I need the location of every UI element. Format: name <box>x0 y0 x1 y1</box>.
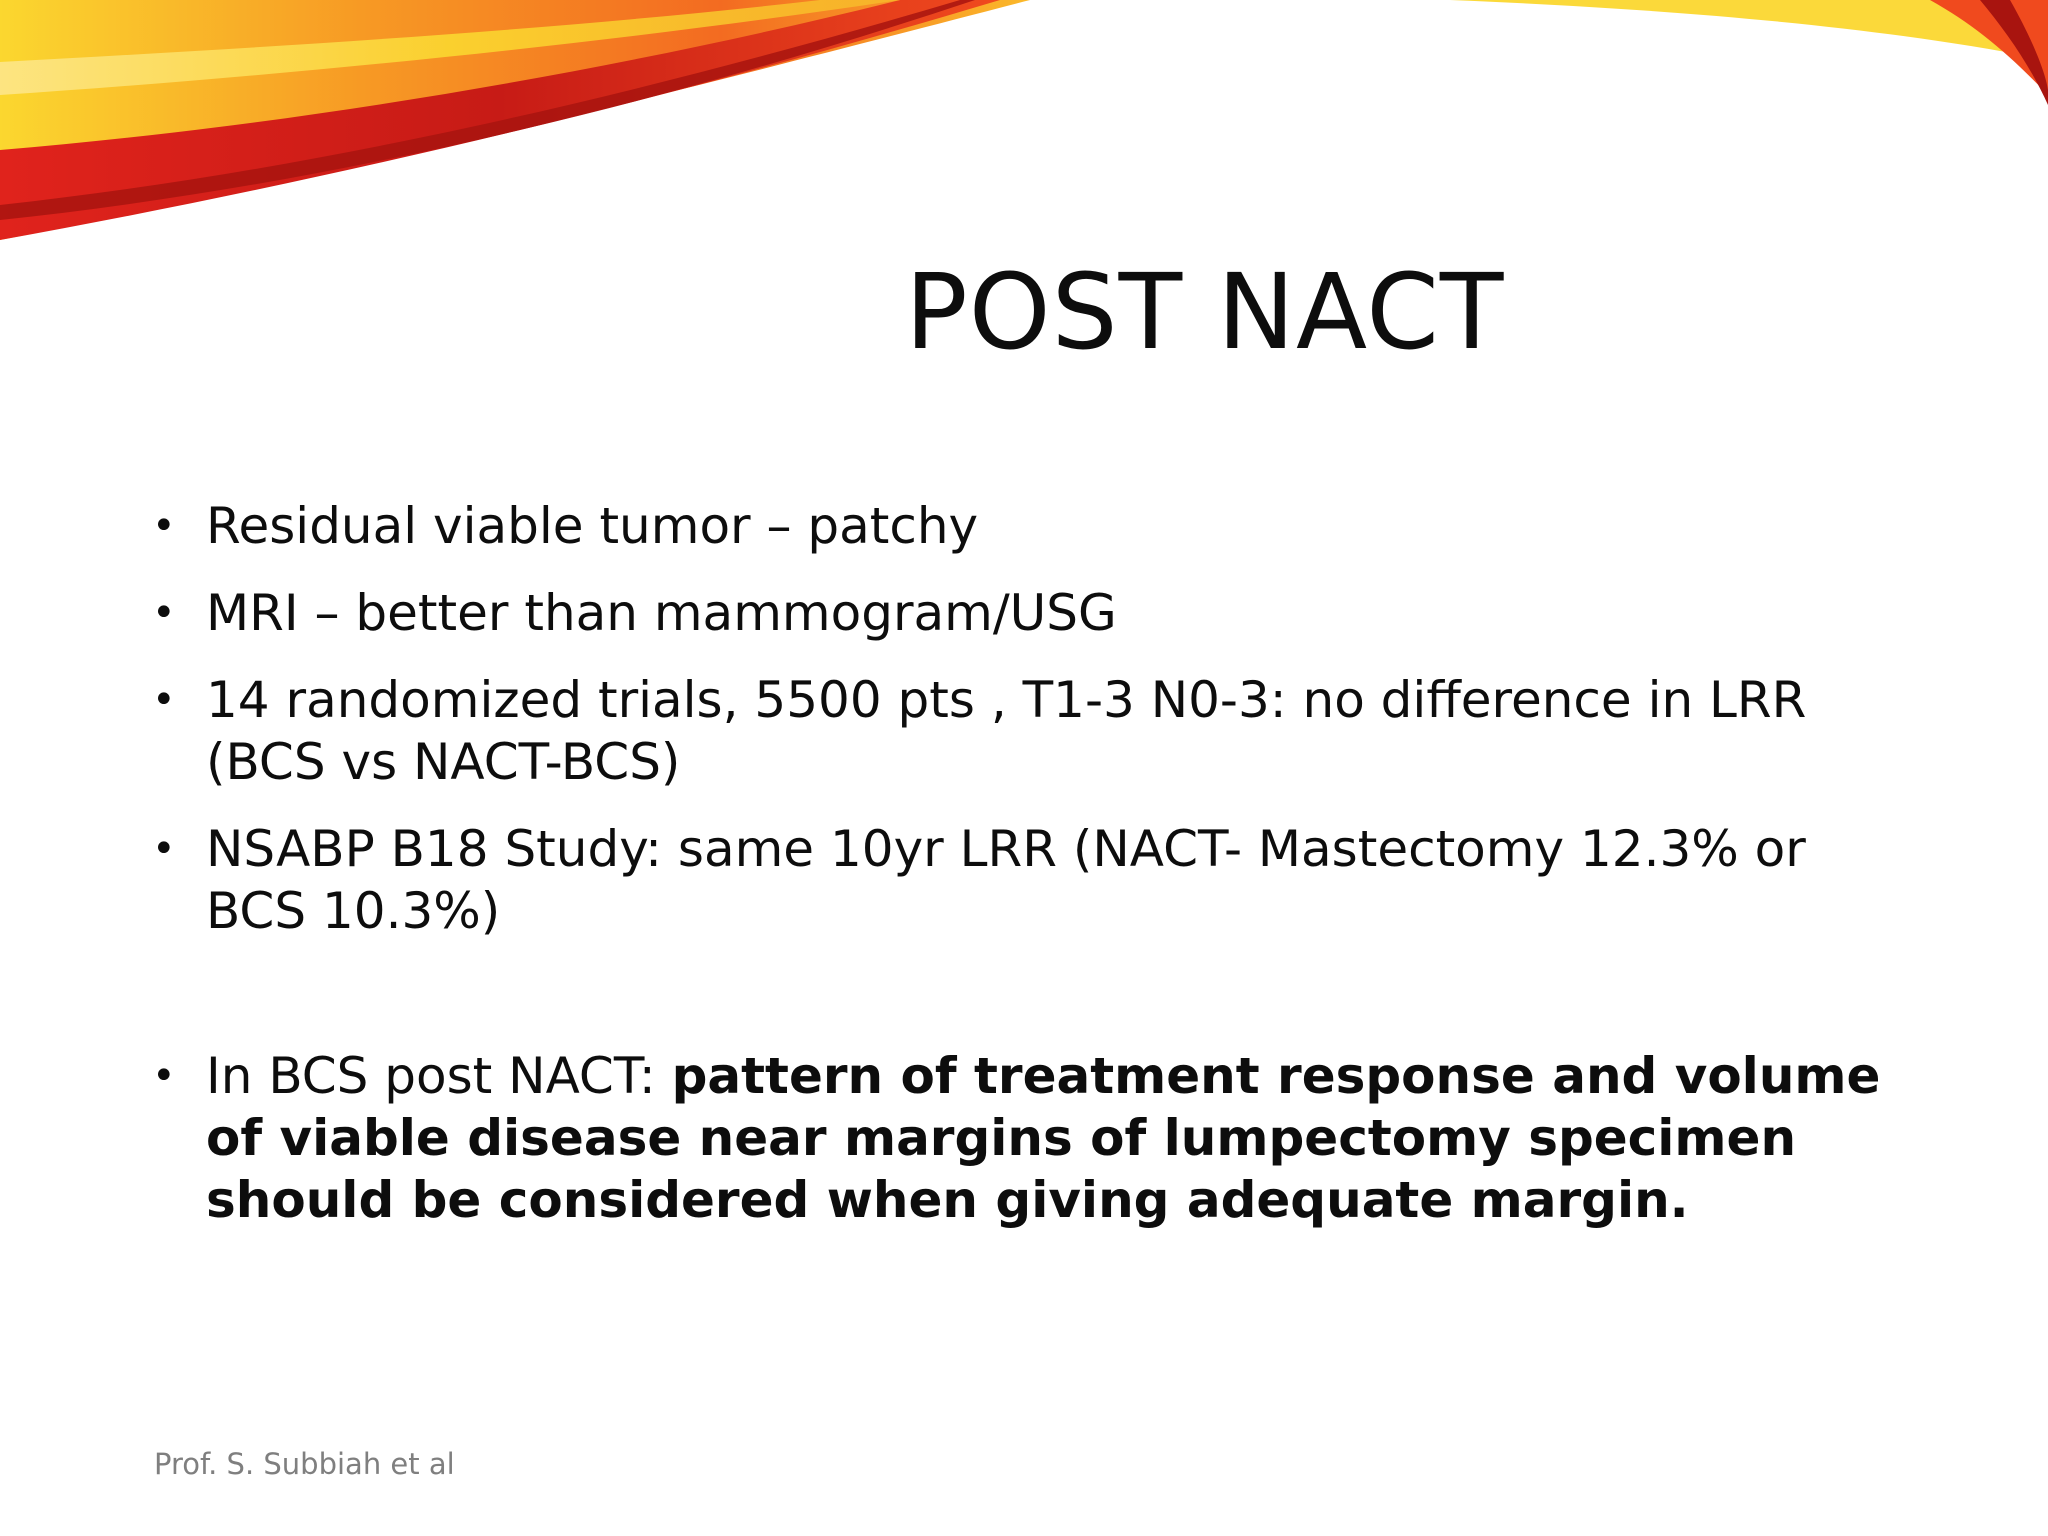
bullet-item <box>148 818 1908 942</box>
bullet-dot-icon: • <box>152 503 176 549</box>
bullet-item <box>148 495 1908 557</box>
bullet-item <box>148 582 1908 644</box>
bullet-item <box>148 669 1908 793</box>
bullet-dot-icon: • <box>152 677 176 723</box>
bullet-bold-text: pattern of treatment response and volume of viable disease near margins of lumpectomy specimen should be considered when giving adequate margin. <box>206 1047 1881 1229</box>
bullet-item <box>148 1045 1908 1231</box>
bullet-text: In BCS post NACT: <box>206 1047 672 1105</box>
bullet-dot-icon: • <box>152 590 176 636</box>
bullet-text: Residual viable tumor – patchy <box>206 497 979 555</box>
bullet-list <box>148 495 1908 1256</box>
bullet-dot-icon: • <box>152 1053 176 1099</box>
bullet-text: MRI – better than mammogram/USG <box>206 584 1117 642</box>
slide-title: POST NACT <box>905 251 1505 373</box>
bullet-dot-icon: • <box>152 826 176 872</box>
bullet-text: NSABP B18 Study: same 10yr LRR (NACT- Mastectomy 12.3% or BCS 10.3%) <box>206 820 1806 940</box>
bullet-text: 14 randomized trials, 5500 pts , T1-3 N0-3: no difference in LRR (BCS vs NACT-BCS) <box>206 671 1807 791</box>
footer-credit: Prof. S. Subbiah et al <box>154 1447 455 1481</box>
